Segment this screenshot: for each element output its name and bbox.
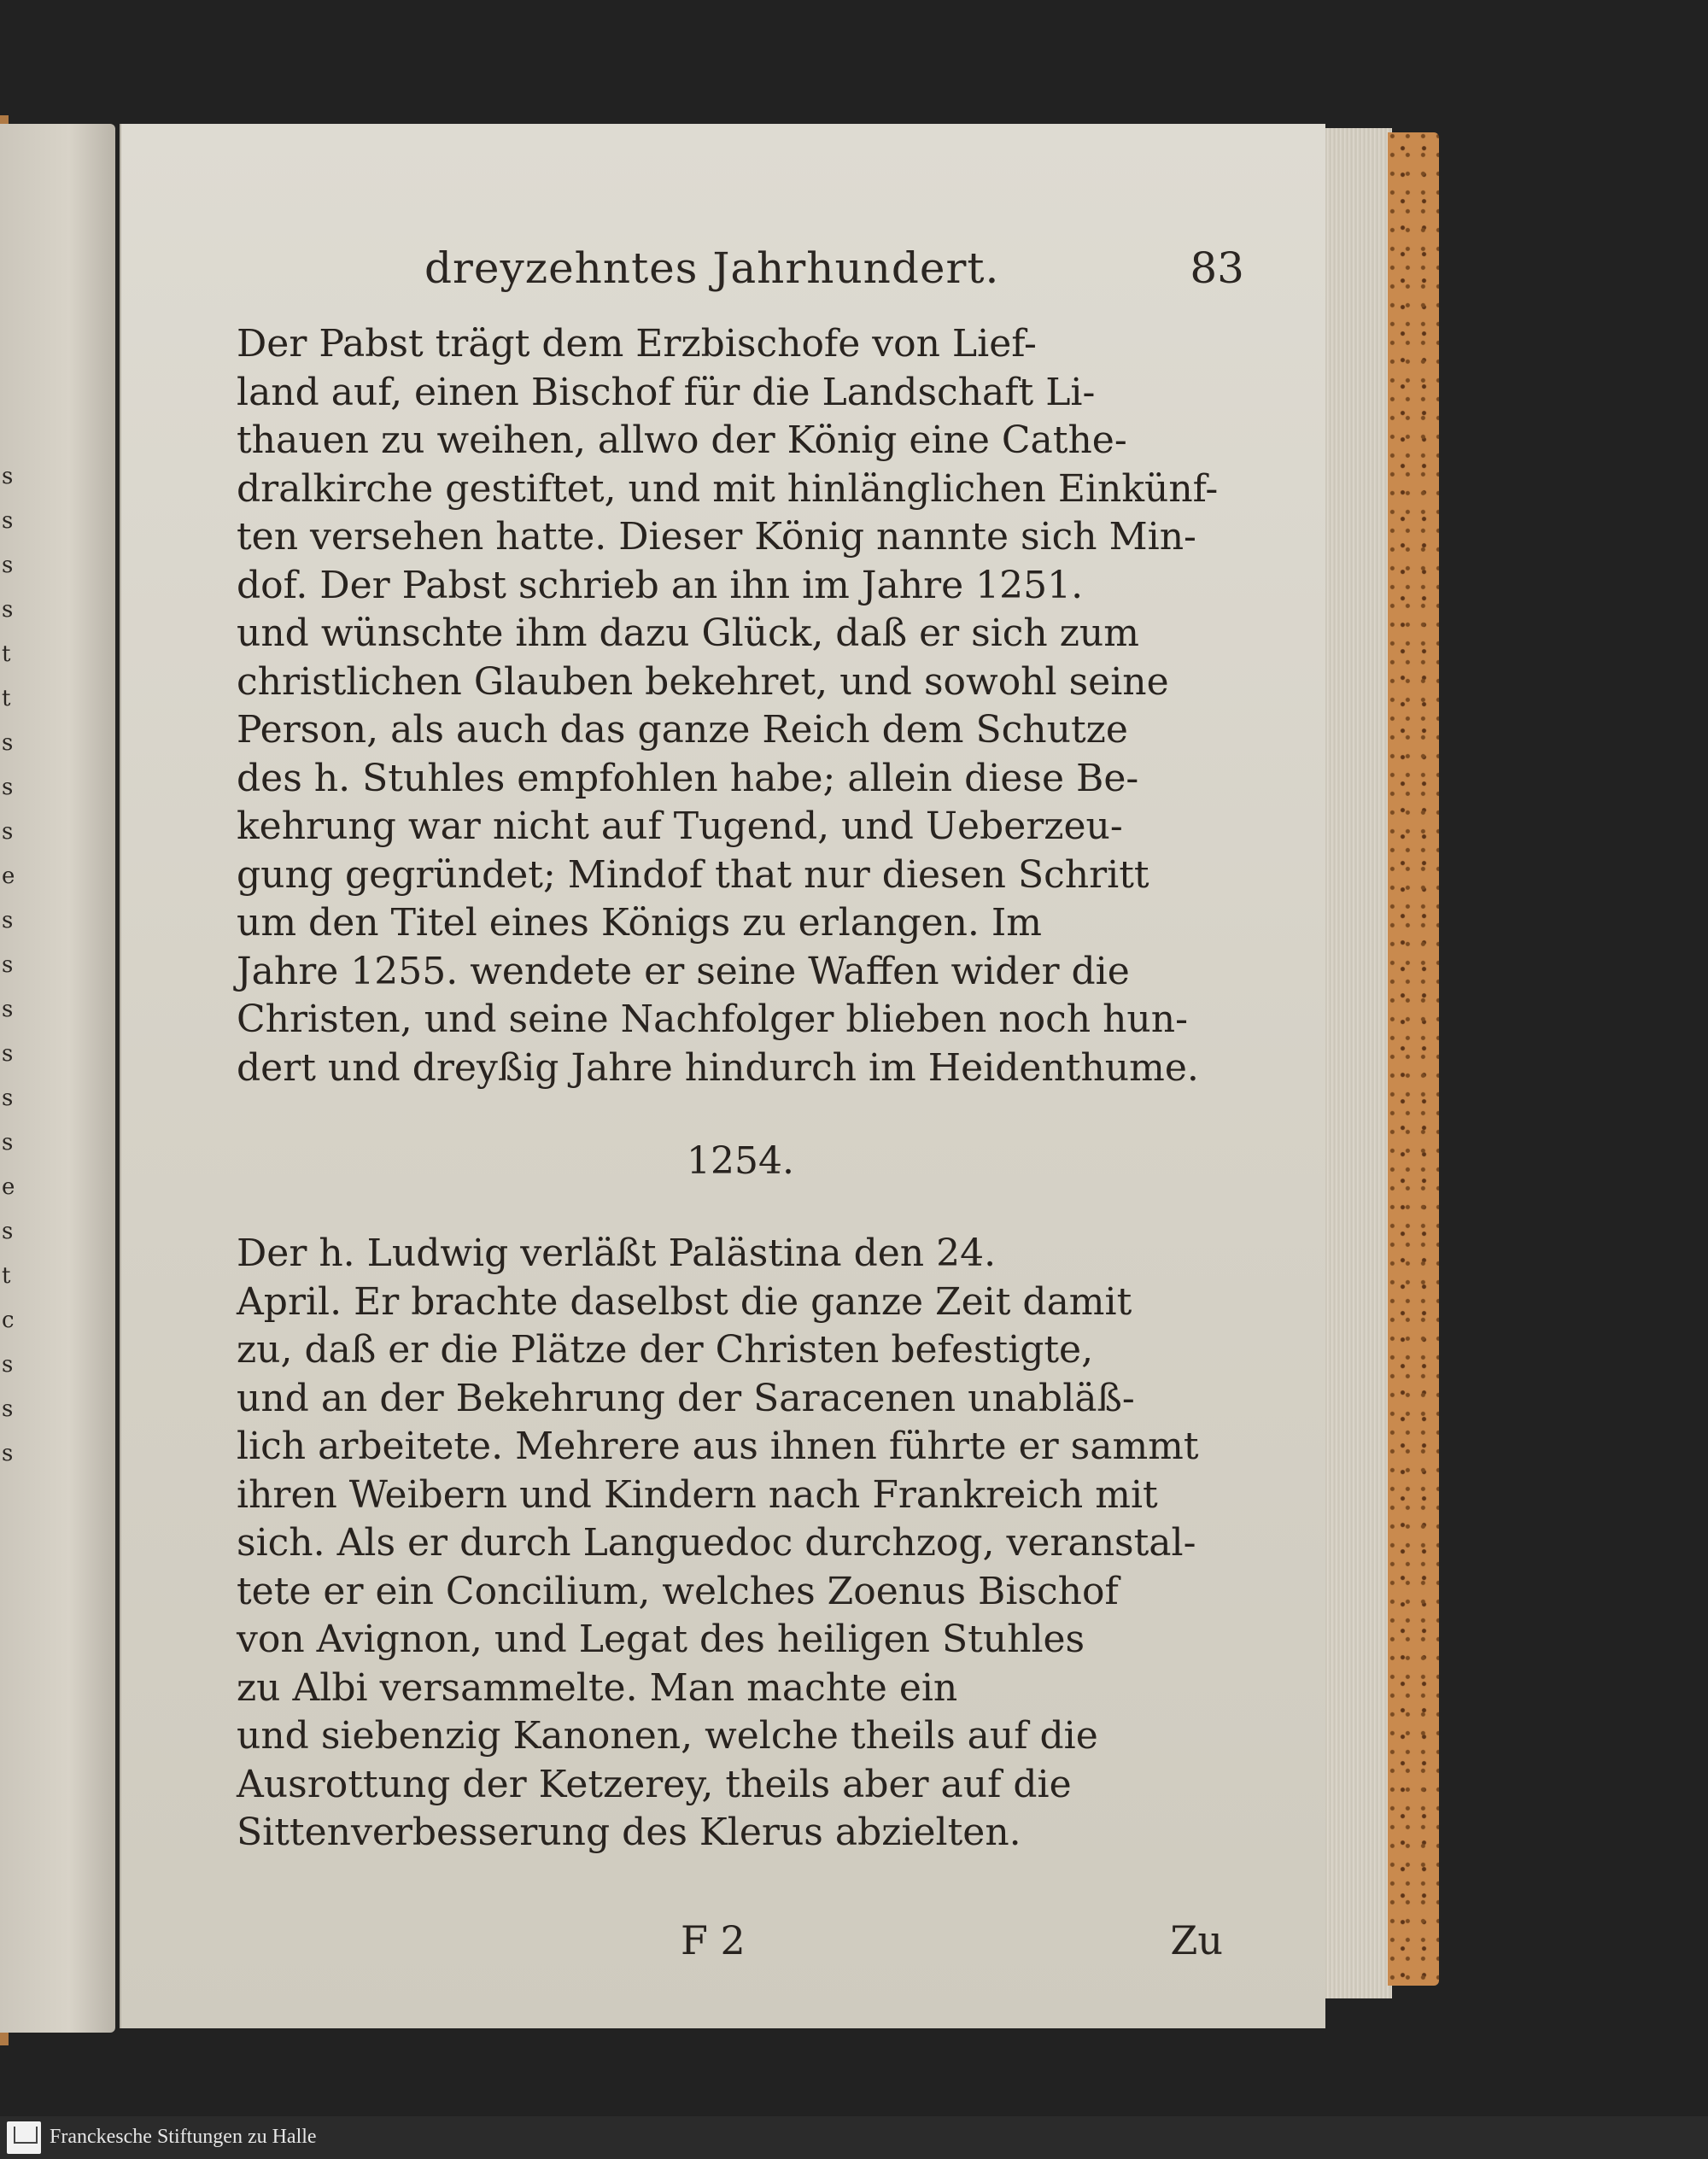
left-page-fragment: s xyxy=(2,1396,14,1422)
text-line: um den Titel eines Königs zu erlangen. Im xyxy=(237,901,1042,945)
left-page-fragment: t xyxy=(2,686,11,711)
left-page-fragment: s xyxy=(2,553,14,578)
text-line: zu, daß er die Plätze der Christen befestigte, xyxy=(237,1328,1094,1372)
text-line: Der Pabst trägt dem Erzbischofe von Lief- xyxy=(237,322,1037,366)
left-page-fragment: t xyxy=(2,1263,11,1289)
left-page-fragment: e xyxy=(2,1174,15,1200)
paragraph-1 xyxy=(237,320,1244,1092)
text-line: dralkirche gestiftet, und mit hinlänglichen Einkünf- xyxy=(237,466,1219,511)
text-line: April. Er brachte daselbst die ganze Zeit damit xyxy=(237,1279,1132,1324)
left-page-fragment: s xyxy=(2,464,14,489)
left-page-fragment: s xyxy=(2,1085,14,1111)
paragraph-2 xyxy=(237,1230,1244,1858)
left-page-fragment: s xyxy=(2,1441,14,1466)
left-page-fragment: c xyxy=(2,1308,15,1333)
text-line: dert und dreyßig Jahre hindurch im Heidenthume. xyxy=(237,1045,1199,1090)
text-line: ten versehen hatte. Dieser König nannte sich Min- xyxy=(237,515,1196,559)
page-text-block xyxy=(237,243,1244,1969)
left-page-fragment: s xyxy=(2,1041,14,1067)
left-page-fragment: s xyxy=(2,597,14,623)
text-line: gung gegründet; Mindof that nur diesen Schritt xyxy=(237,852,1149,897)
left-page-fragment: s xyxy=(2,952,14,978)
text-line: christlichen Glauben bekehret, und sowohl seine xyxy=(237,659,1169,704)
text-line: ihren Weibern und Kindern nach Frankreich mit xyxy=(237,1472,1158,1517)
left-page-fragment: s xyxy=(2,730,14,756)
text-line: Jahre 1255. wendete er seine Waffen wider die xyxy=(237,949,1130,993)
left-page-fragment: s xyxy=(2,1352,14,1378)
text-line: und an der Bekehrung der Saracenen unabläß- xyxy=(237,1376,1135,1420)
text-line: lich arbeitete. Mehrere aus ihnen führte er sammt xyxy=(237,1425,1199,1468)
text-line: und wünschte ihm dazu Glück, daß er sich zum xyxy=(237,611,1139,655)
left-page-fragment: t xyxy=(2,641,11,667)
text-line: Ausrottung der Ketzerey, theils aber auf die xyxy=(237,1762,1072,1806)
year-heading: 1254. xyxy=(687,1139,794,1183)
left-page-fragment: s xyxy=(2,819,14,845)
left-page-fragment: s xyxy=(2,908,14,933)
text-line: des h. Stuhles empfohlen habe; allein diese Be- xyxy=(237,756,1139,800)
page-foot xyxy=(237,1917,1244,1969)
text-line: Christen, und seine Nachfolger blieben noch hun- xyxy=(237,998,1188,1041)
left-page-fragment: s xyxy=(2,508,14,534)
text-line: sich. Als er durch Languedoc durchzog, veranstal- xyxy=(237,1521,1196,1565)
institution-logo-icon xyxy=(7,2121,41,2154)
right-book-cover xyxy=(1388,132,1439,1986)
left-page-text-fragments xyxy=(0,465,17,1487)
left-page-edge xyxy=(0,124,115,2033)
book-page xyxy=(120,124,1325,2028)
institution-name: Franckesche Stiftungen zu Halle xyxy=(50,2126,317,2148)
text-line: land auf, einen Bischof für die Landschaft Li- xyxy=(237,370,1096,414)
catchword: Zu xyxy=(1170,1916,1223,1963)
running-head xyxy=(237,243,1244,320)
running-head-title: dreyzehntes Jahrhundert. xyxy=(424,243,1000,293)
page-edges xyxy=(1319,128,1392,1998)
text-line: Person, als auch das ganze Reich dem Schutze xyxy=(237,708,1128,752)
text-line: Der h. Ludwig verläßt Palästina den 24. xyxy=(237,1232,997,1275)
text-line: dof. Der Pabst schrieb an ihn im Jahre 1251. xyxy=(237,563,1084,607)
left-page-fragment: s xyxy=(2,1130,14,1156)
left-page-fragment: s xyxy=(2,1219,14,1244)
text-line: kehrung war nicht auf Tugend, und Ueberzeu- xyxy=(237,805,1123,848)
text-line: tete er ein Concilium, welches Zoenus Bischof xyxy=(237,1569,1119,1613)
left-page-fragment: s xyxy=(2,775,14,800)
text-line: thauen zu weihen, allwo der König eine Cathe- xyxy=(237,418,1127,462)
text-line: von Avignon, und Legat des heiligen Stuhles xyxy=(237,1618,1085,1661)
text-line: und siebenzig Kanonen, welche theils auf die xyxy=(237,1714,1098,1758)
left-page-fragment: e xyxy=(2,863,15,889)
text-line: Sittenverbesserung des Klerus abzielten. xyxy=(237,1811,1021,1854)
viewer-footer xyxy=(0,2116,1708,2159)
left-page-fragment: s xyxy=(2,997,14,1022)
page-number: 83 xyxy=(1190,243,1244,293)
text-line: zu Albi versammelte. Man machte ein xyxy=(237,1665,958,1710)
signature-mark: F 2 xyxy=(681,1916,746,1963)
